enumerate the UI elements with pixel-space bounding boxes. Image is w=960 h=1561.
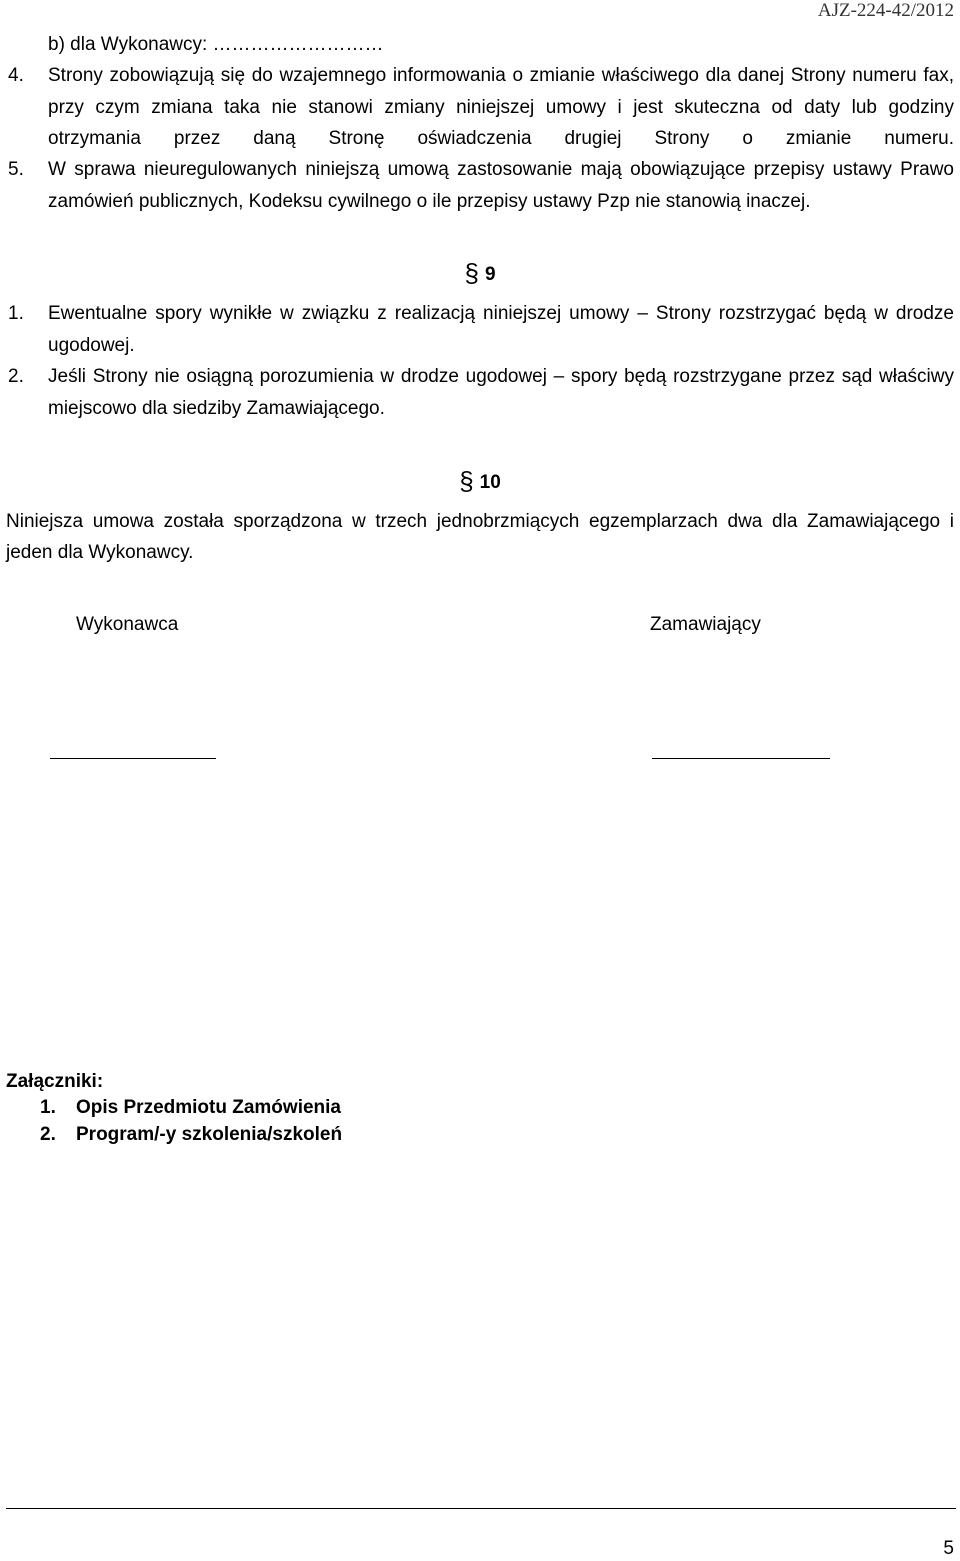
contractor-signature-label: Wykonawca (76, 614, 179, 635)
section-10-paragraph: Niniejsza umowa została sporządzona w trzech jednobrzmiących egzemplarzach dwa dla Zamawiającego i jeden dla Wykonawcy. (6, 511, 954, 563)
section-9-heading (0, 258, 960, 289)
footer-rule (6, 1508, 956, 1509)
clause-number: 4. (8, 65, 24, 86)
section-number: 10 (479, 472, 501, 493)
item-number: 2. (8, 366, 24, 387)
list-item (40, 1121, 342, 1148)
section-number: 9 (484, 264, 496, 285)
list-item-text: Program/-y szkolenia/szkoleń (76, 1124, 343, 1145)
item-text: Jeśli Strony nie osiągną porozumienia w drodze ugodowej – spory będą rozstrzygane przez sąd właściwy miejscowo dla siedziby Zamawiającego. (48, 366, 954, 419)
list-item-number: 2. (40, 1124, 56, 1145)
item-text: Ewentualne spory wynikłe w związku z realizacją niniejszej umowy – Strony rozstrzygać będą w drodze ugodowej. (48, 303, 954, 356)
section-mark: § (464, 258, 479, 288)
page-number: 5 (943, 1538, 954, 1559)
contractor-line: b) dla Wykonawcy: ……………………… (48, 34, 384, 55)
item-number: 1. (8, 303, 24, 324)
clause-5 (8, 154, 954, 217)
employer-signature-line (652, 758, 830, 759)
list-item (40, 1094, 342, 1121)
section-10-heading (0, 466, 960, 497)
attachments-title: Załączniki: (6, 1071, 104, 1092)
attachments-list (40, 1094, 342, 1148)
section-9-item-2 (8, 361, 954, 424)
list-item-number: 1. (40, 1097, 56, 1118)
contractor-signature-line (50, 758, 216, 759)
employer-signature-label: Zamawiający (650, 614, 761, 635)
list-item-text: Opis Przedmiotu Zamówienia (76, 1097, 341, 1118)
clause-text: Strony zobowiązują się do wzajemnego informowania o zmianie właściwego dla danej Strony numeru fax, przy czym zmiana taka nie stanowi zmiany niniejszej umowy i jest skuteczna od daty lub godziny otrzymania przez daną Stronę oświadczenia drugiej Strony o zmianie numeru. (48, 65, 954, 149)
section-mark: § (459, 466, 474, 496)
clause-number: 5. (8, 159, 24, 180)
clause-text: W sprawa nieuregulowanych niniejszą umową zastosowanie mają obowiązujące przepisy ustawy Prawo zamówień publicznych, Kodeksu cywilnego o ile przepisy ustawy Pzp nie stanowią inaczej. (48, 159, 954, 212)
document-reference: AJZ-224-42/2012 (817, 0, 954, 21)
